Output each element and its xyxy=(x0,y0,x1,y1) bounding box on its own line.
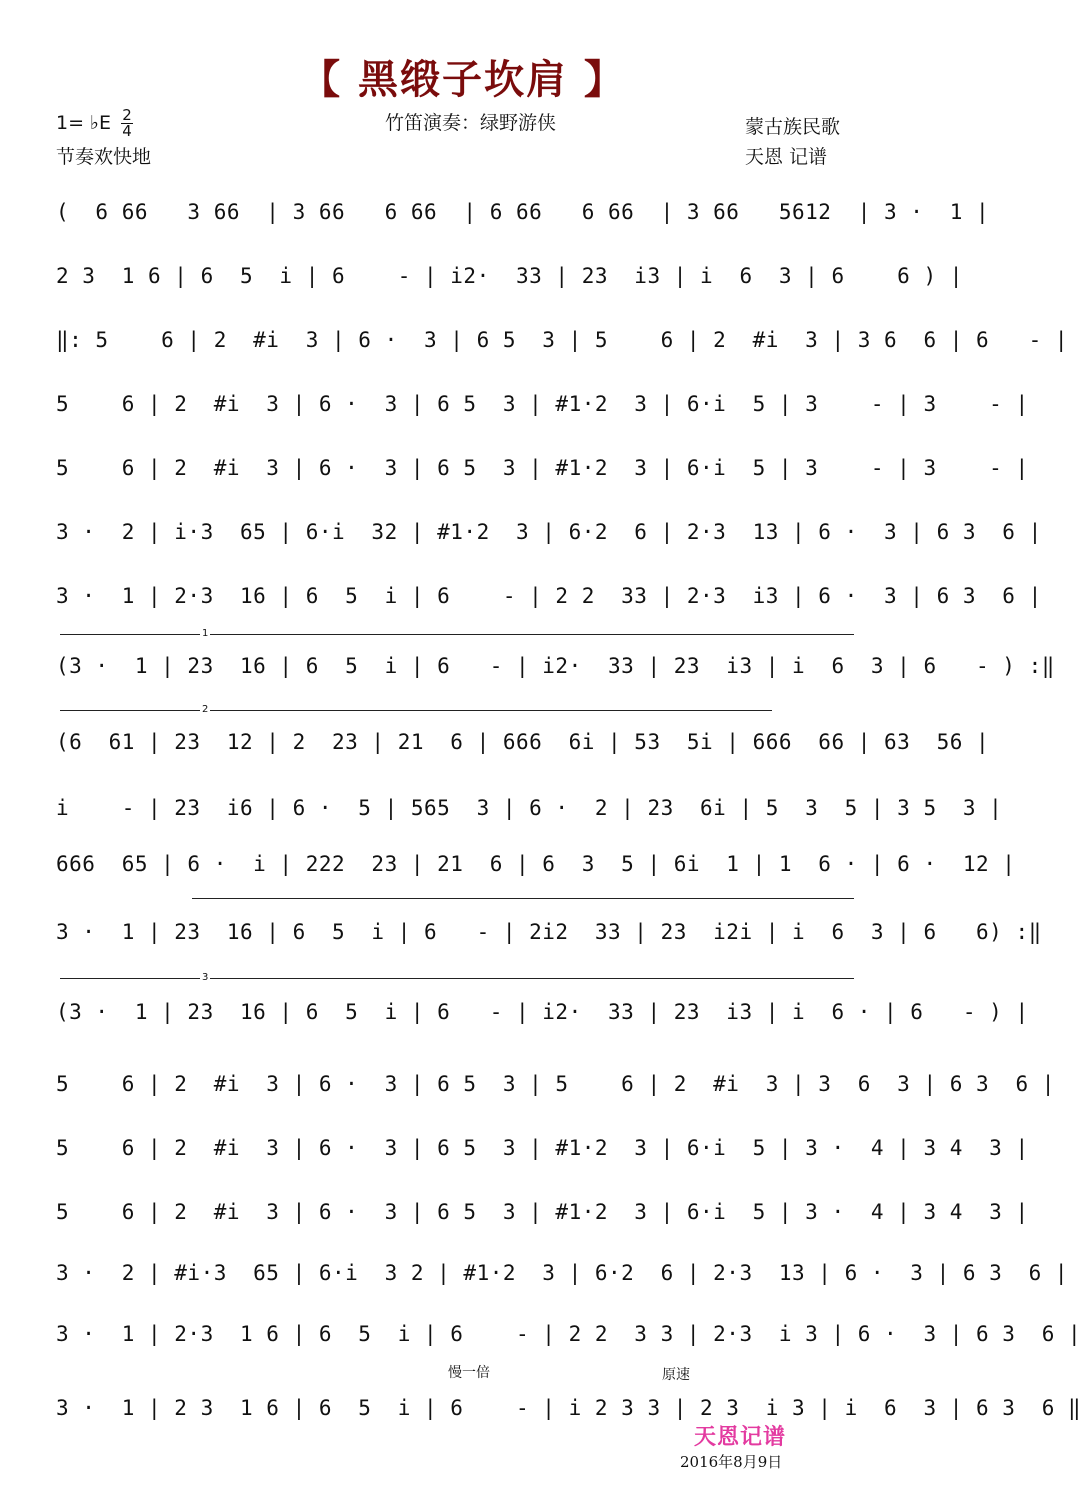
row-notes: (3 · 1 | 23 16 | 6 5 i | 6 - | i2· 33 | 23 i3 | i 6 3 | 6 - ) :‖ xyxy=(56,654,1055,678)
score-row xyxy=(56,436,1029,500)
signature-stamp: 天恩记谱 xyxy=(694,1424,787,1450)
volta-bracket xyxy=(192,898,854,899)
slow-mark: 慢一倍 xyxy=(448,1365,490,1381)
volta-number: 3 xyxy=(202,972,209,983)
score-row xyxy=(56,780,1003,836)
row-notes: ( 6 66 3 66 | 3 66 6 66 | 6 66 6 66 | 3 66 5612 | 3 · 1 | xyxy=(56,200,990,224)
score-title: 【 黑缎子坎肩 】 xyxy=(300,57,626,103)
origin-credit: 蒙古族民歌 xyxy=(745,116,841,138)
transcriber-credit: 天恩 记谱 xyxy=(745,146,828,168)
row-notes: 5 6 | 2 #i 3 | 6 · 3 | 6 5 3 | #1·2 3 | 6·i 5 | 3 - | 3 - | xyxy=(56,392,1029,416)
volta-bracket xyxy=(60,972,854,983)
row-notes: 3 · 1 | 2·3 16 | 6 5 i | 6 - | 2 2 33 | 2·3 i3 | 6 · 3 | 6 3 6 | xyxy=(56,584,1042,608)
row-notes: 5 6 | 2 #i 3 | 6 · 3 | 6 5 3 | #1·2 3 | 6·i 5 | 3 - | 3 - | xyxy=(56,456,1029,480)
performer-credit: 竹笛演奏：绿野游侠 xyxy=(385,112,557,134)
volta-bracket xyxy=(60,628,854,639)
row-notes: 3 · 1 | 2 3 1 6 | 6 5 i | 6 - | i 2 3 3 | 2 3 i 3 | i 6 3 | 6 3 6 ‖ xyxy=(56,1396,1081,1420)
score-row xyxy=(56,308,1069,372)
score-row xyxy=(56,704,990,780)
key-signature xyxy=(56,108,133,139)
row-notes: 3 · 2 | #i·3 65 | 6·i 3 2 | #1·2 3 | 6·2 6 | 2·3 13 | 6 · 3 | 6 3 6 | xyxy=(56,1261,1069,1285)
row-notes: (6 61 | 23 12 | 2 23 | 21 6 | 666 6i | 53 5i | 666 66 | 63 56 | xyxy=(56,730,990,754)
row-notes: 2 3 1 6 | 6 5 i | 6 - | i2· 33 | 23 i3 | i 6 3 | 6 6 ) | xyxy=(56,264,963,288)
row-notes: 5 6 | 2 #i 3 | 6 · 3 | 6 5 3 | #1·2 3 | 6·i 5 | 3 · 4 | 3 4 3 | xyxy=(56,1200,1029,1224)
row-notes: 3 · 1 | 2·3 1 6 | 6 5 i | 6 - | 2 2 3 3 | 2·3 i 3 | 6 · 3 | 6 3 6 | xyxy=(56,1322,1081,1346)
time-denominator: 4 xyxy=(122,122,132,140)
score-row xyxy=(56,244,963,308)
score-row xyxy=(56,1244,1069,1302)
score-row xyxy=(56,1302,1081,1366)
time-signature xyxy=(121,108,133,139)
volta-number: 1 xyxy=(202,628,209,639)
volta-number: 2 xyxy=(202,704,209,715)
row-notes: 5 6 | 2 #i 3 | 6 · 3 | 6 5 3 | #1·2 3 | 6·i 5 | 3 · 4 | 3 4 3 | xyxy=(56,1136,1029,1160)
row-notes: i - | 23 i6 | 6 · 5 | 565 3 | 6 · 2 | 23 6i | 5 3 5 | 3 5 3 | xyxy=(56,796,1003,820)
row-notes: ‖: 5 6 | 2 #i 3 | 6 · 3 | 6 5 3 | 5 6 | 2 #i 3 | 3 6 6 | 6 - | xyxy=(56,328,1069,352)
score-body xyxy=(56,180,1081,1436)
tempo-mark: 节奏欢快地 xyxy=(56,146,152,168)
row-notes: 3 · 1 | 23 16 | 6 5 i | 6 - | 2i2 33 | 23 i2i | i 6 3 | 6 6) :‖ xyxy=(56,920,1042,944)
score-row xyxy=(56,1052,1055,1116)
score-row xyxy=(56,500,1042,564)
score-row xyxy=(56,1116,1029,1180)
score-row xyxy=(56,564,1042,628)
key-label: 1= ♭E xyxy=(56,112,112,134)
tempo-primo-mark: 原速 xyxy=(662,1367,690,1383)
score-row xyxy=(56,628,1055,704)
row-notes: 5 6 | 2 #i 3 | 6 · 3 | 6 5 3 | 5 6 | 2 #i 3 | 3 6 3 | 6 3 6 | xyxy=(56,1072,1055,1096)
score-row xyxy=(56,180,990,244)
score-row xyxy=(56,836,1016,892)
transcription-date: 2016年8月9日 xyxy=(680,1453,783,1471)
row-notes: (3 · 1 | 23 16 | 6 5 i | 6 - | i2· 33 | 23 i3 | i 6 · | 6 - ) | xyxy=(56,1000,1029,1024)
time-numerator: 2 xyxy=(122,106,132,124)
row-notes: 666 65 | 6 · i | 222 23 | 21 6 | 6 3 5 | 6i 1 | 1 6 · | 6 · 12 | xyxy=(56,852,1016,876)
score-row xyxy=(56,372,1029,436)
row-notes: 3 · 2 | i·3 65 | 6·i 32 | #1·2 3 | 6·2 6 | 2·3 13 | 6 · 3 | 6 3 6 | xyxy=(56,520,1042,544)
score-row xyxy=(56,1180,1029,1244)
score-row xyxy=(56,972,1029,1052)
volta-bracket xyxy=(60,704,772,715)
score-row xyxy=(56,892,1042,972)
